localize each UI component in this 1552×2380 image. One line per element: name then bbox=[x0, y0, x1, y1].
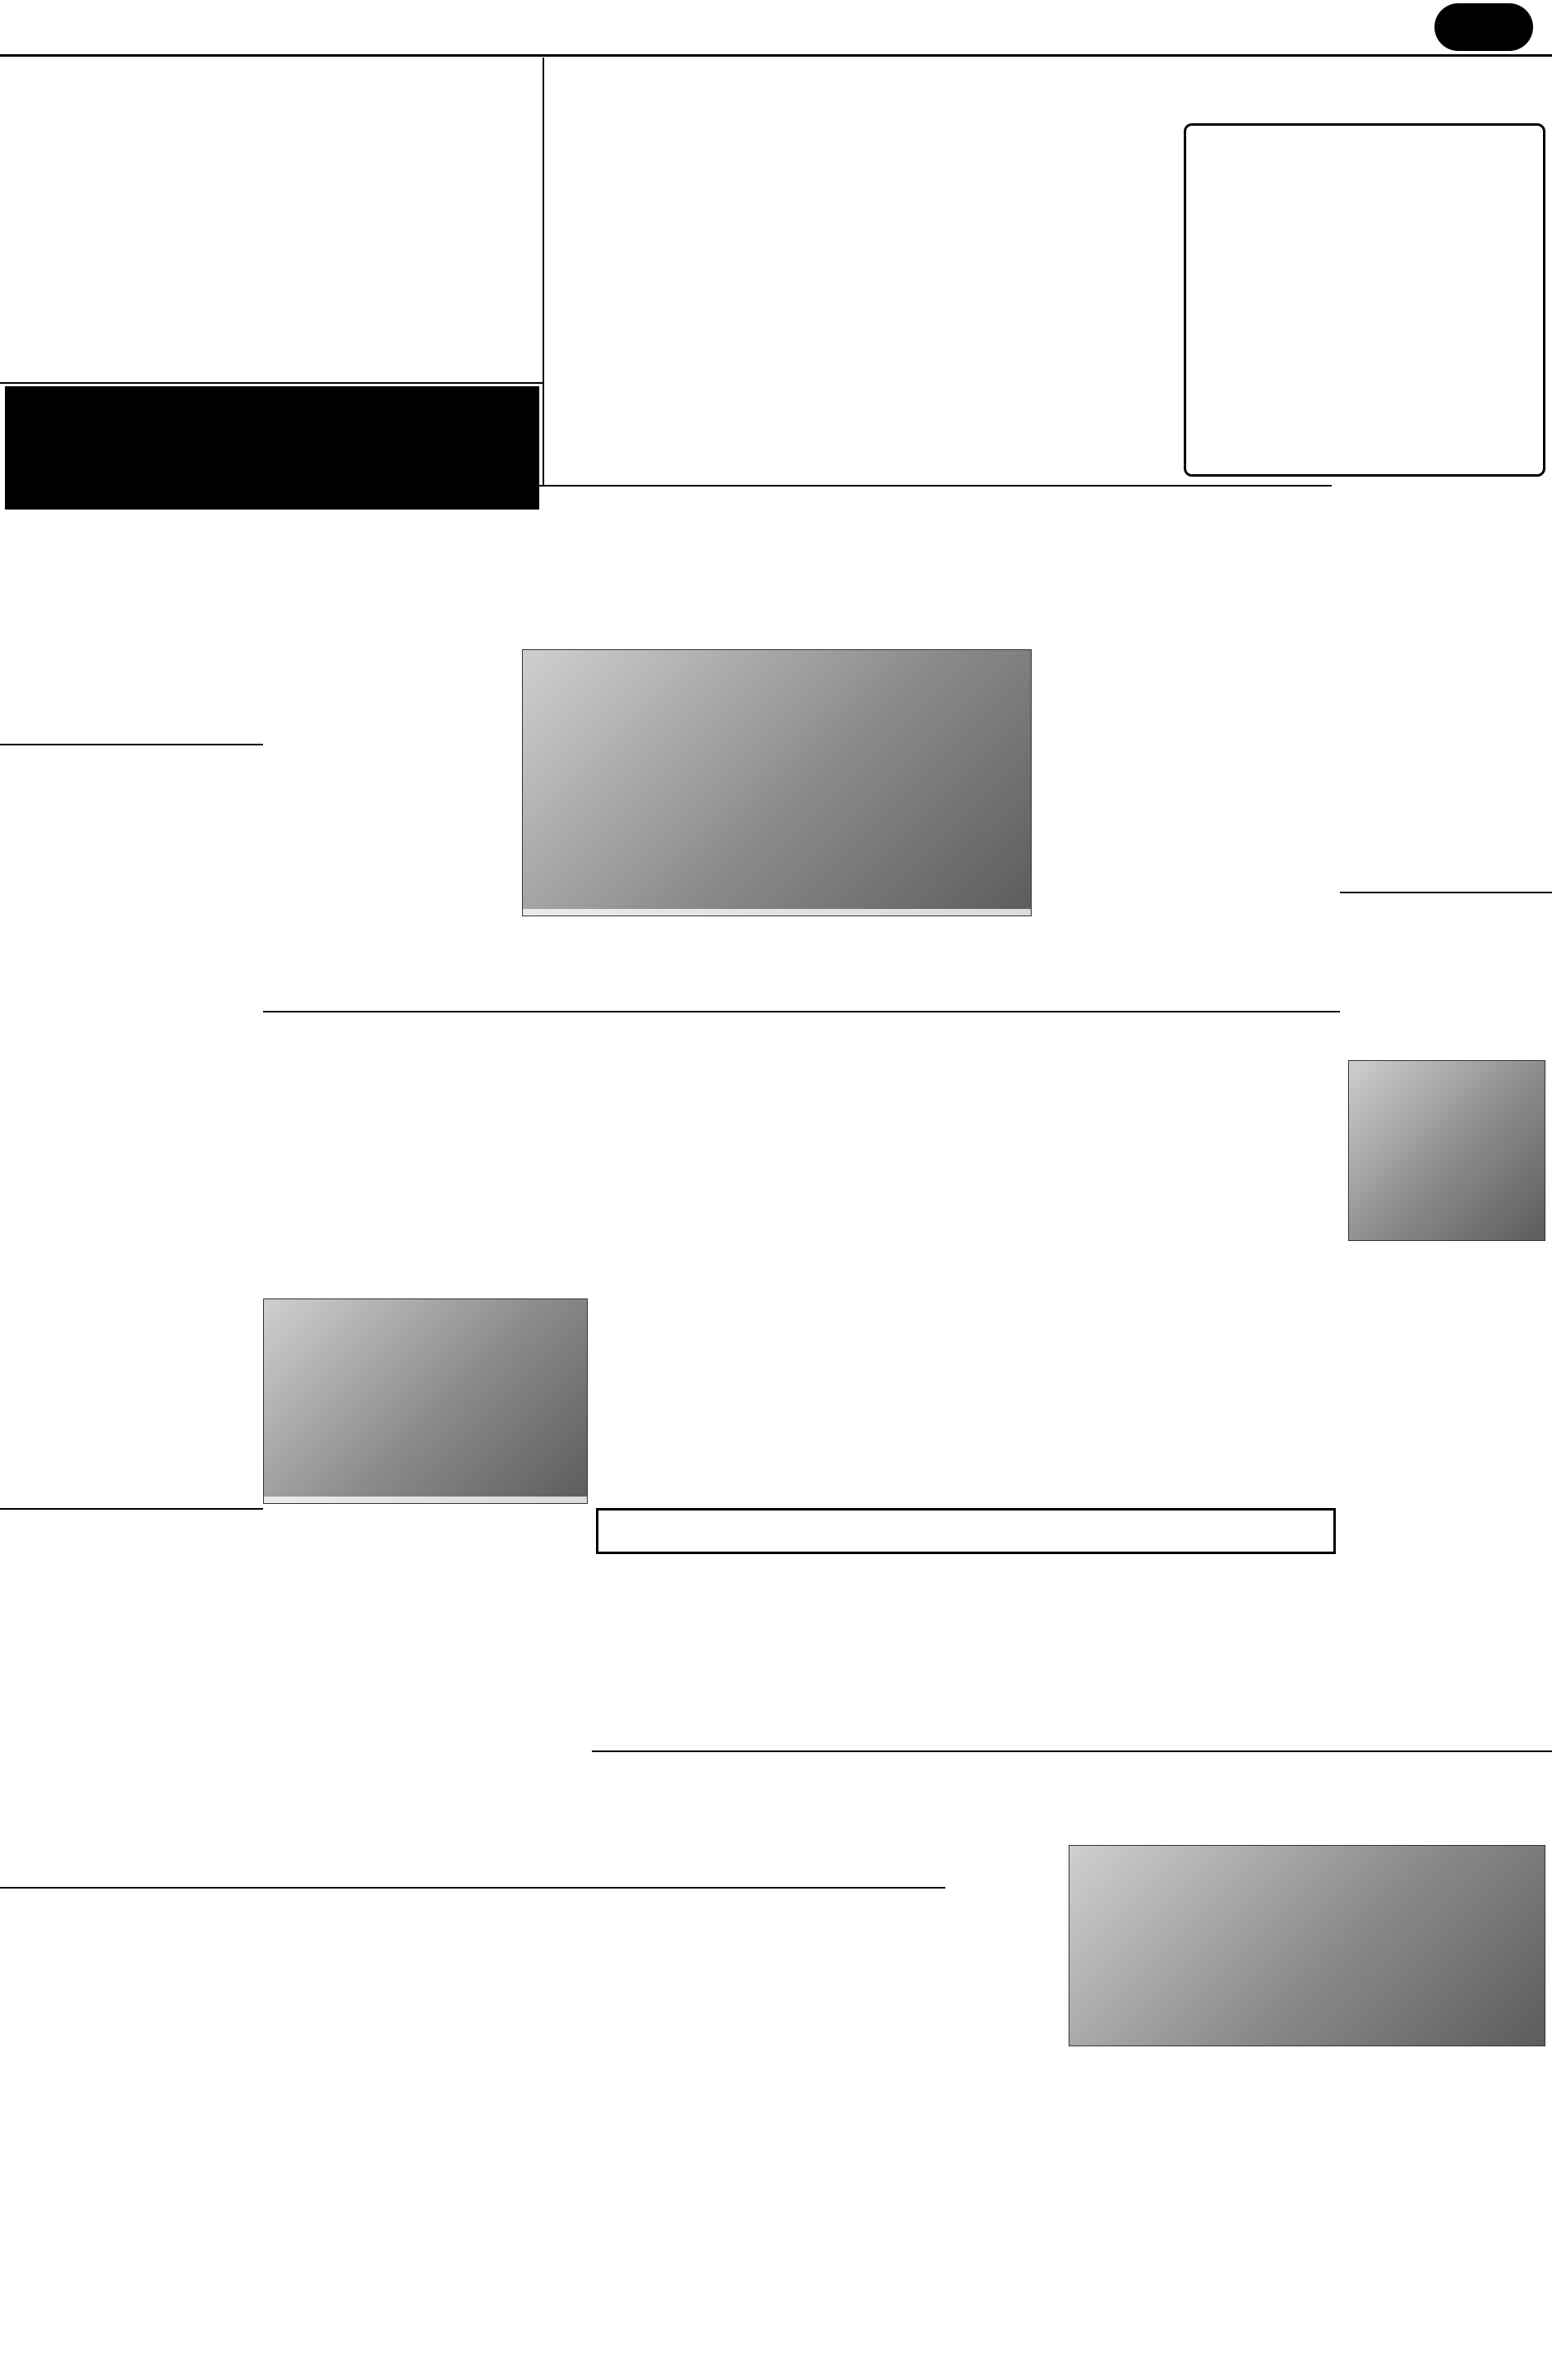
nanu-das-photo bbox=[1348, 1060, 1545, 1241]
page-number bbox=[1434, 3, 1533, 51]
antarang-photo bbox=[263, 1298, 588, 1504]
lead-photo-label bbox=[523, 909, 1031, 916]
article-nanu-das bbox=[1348, 1249, 1545, 1767]
article-barkhala bbox=[5, 518, 531, 740]
masthead-rule bbox=[0, 54, 1552, 57]
article-sualkuchi bbox=[962, 1151, 1336, 1512]
masthead bbox=[0, 0, 1552, 58]
article-arunachal bbox=[551, 2104, 806, 2371]
box-bijni bbox=[1184, 123, 1545, 477]
article-jamugurihat bbox=[5, 2005, 539, 2371]
article-ahotguri bbox=[5, 1635, 260, 1882]
lead-article bbox=[1044, 649, 1336, 1003]
lead-photo bbox=[522, 649, 1032, 916]
antarang-photo-label bbox=[264, 1497, 587, 1503]
article-bajali bbox=[5, 896, 260, 1504]
lead-caption bbox=[522, 925, 1032, 1003]
article-barpeta bbox=[547, 131, 1171, 468]
article-bijni bbox=[1196, 233, 1538, 471]
article-satrashal bbox=[1348, 567, 1545, 888]
article-antarang bbox=[271, 1105, 945, 1294]
article-balichang bbox=[271, 1648, 584, 1882]
headline-barkhala bbox=[5, 386, 539, 510]
mahim-bora-photo bbox=[1069, 1845, 1545, 2046]
article-puranigudam bbox=[596, 1566, 1336, 1746]
headline-puranigudam bbox=[596, 1508, 1336, 1554]
article-chatiya bbox=[5, 107, 531, 378]
